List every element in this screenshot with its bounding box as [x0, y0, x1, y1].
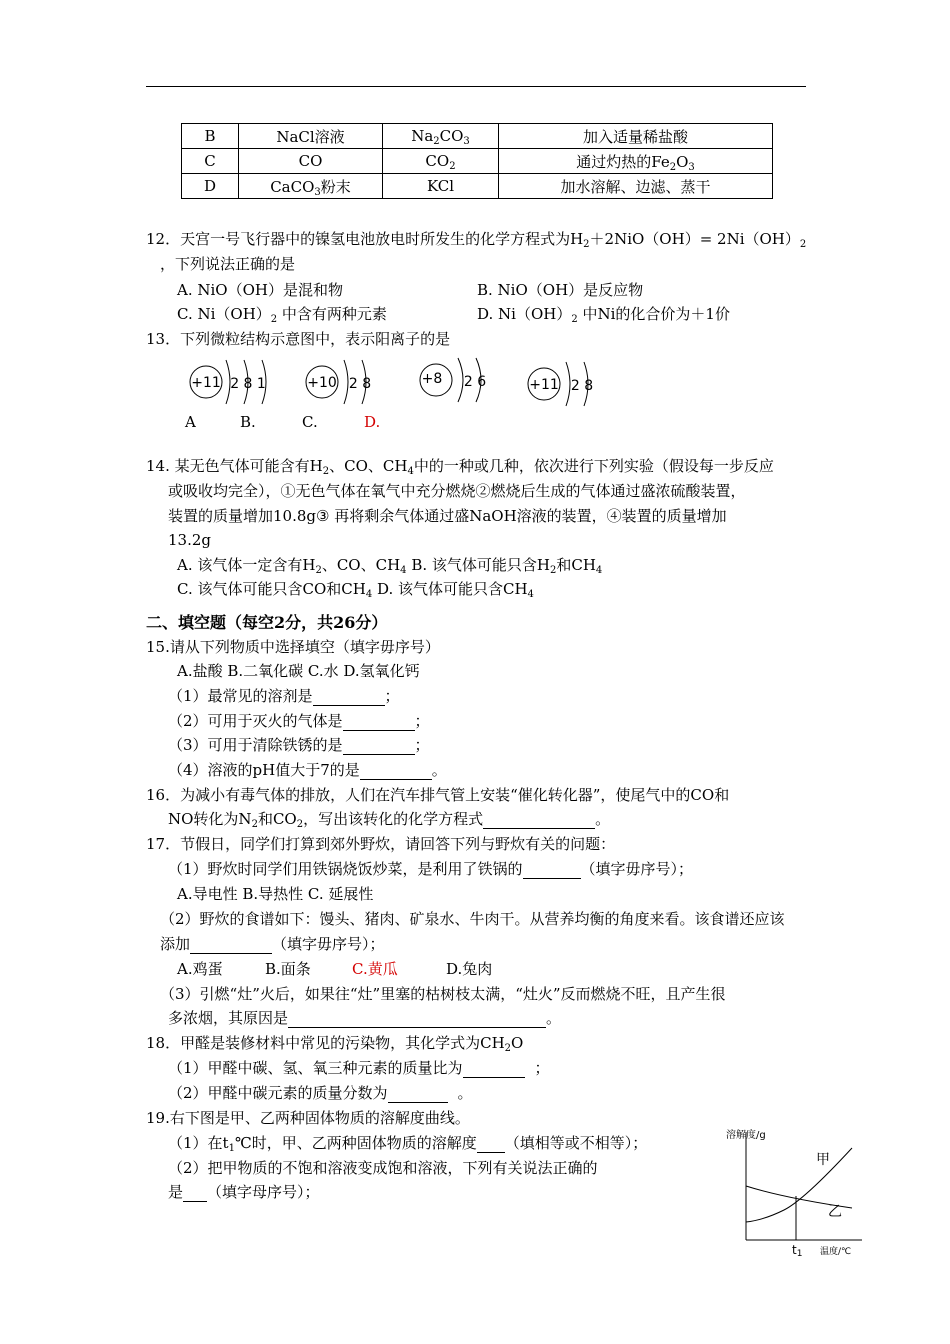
q15-stem: 15.请从下列物质中选择填空（填字毋序号） [146, 638, 440, 656]
atom-structure-diagrams [186, 352, 606, 412]
section-heading: 二、填空题（每空2分，共26分） [146, 613, 388, 632]
q12-option-b: B. NiO（OH）是反应物 [477, 281, 644, 299]
table-cell: 加水溶解、边滤、蒸干 [499, 174, 773, 199]
svg-text:2 8 1: 2 8 1 [230, 376, 266, 392]
q17-item-2-option-d: D.兔肉 [446, 960, 493, 978]
svg-text:+11: +11 [191, 375, 221, 391]
svg-text:2 8: 2 8 [570, 378, 594, 394]
label-jia: 甲 [816, 1152, 830, 1168]
svg-text:+10: +10 [307, 375, 337, 391]
table-cell: C [182, 149, 239, 174]
q12-option-d: D. $Ni(OH)_2$ 中Ni的化合价为＋1价 [477, 305, 730, 325]
table-row [182, 124, 773, 149]
q14-line3: 装置的质量增加10.8g③ 再将剩余气体通过盛NaOH溶液的装置，④装置的质量增加 [168, 507, 727, 525]
table-row [182, 174, 773, 199]
q17-item-1-options: A.导电性 B.导热性 C. 延展性 [177, 885, 374, 903]
table-cell: 加入适量稀盐酸 [499, 124, 773, 149]
table-cell: D [182, 174, 239, 199]
label-t1: t1 [792, 1243, 803, 1259]
table-cell: NaCl溶液 [239, 124, 383, 149]
label-yi: 乙 [828, 1204, 842, 1220]
q19-item-1: （1）在$t_1℃$时，甲、乙两种固体物质的溶解度 （填相等或不相等）； [168, 1134, 648, 1154]
q19-item-2-line1: （2）把甲物质的不饱和溶液变成饱和溶液，下列有关说法正确的 [168, 1159, 598, 1177]
table-cell: KCl [383, 174, 499, 199]
q16-line2: NO转化为$N_2$和$CO_2$，写出该转化的化学方程式 。 [168, 810, 611, 830]
q12-stem: 12．天宫一号飞行器中的镍氢电池放电时所发生的化学方程式为$H_2+2NiO(OH)= 2Ni(OH)_2$ [146, 230, 807, 250]
solubility-curve-graph [724, 1112, 874, 1262]
q15-item-2: （2）可用于灭火的气体是 ； [168, 712, 430, 730]
table-cell: CaCO$_3$粉末 [239, 174, 383, 199]
q12-option-a: A. NiO（OH）是混和物 [177, 281, 343, 299]
q13-label-a: A [185, 413, 196, 431]
q13-label-b: B. [240, 413, 256, 431]
table-cell: $Na_2CO_3$ [383, 124, 499, 149]
table-cell: B [182, 124, 239, 149]
q17-stem: 17．节假日，同学们打算到郊外野炊，请回答下列与野炊有关的问题： [146, 835, 616, 853]
q17-item-2-option-c: C.黄瓜 [352, 960, 398, 978]
x-axis-label: 温度/℃ [820, 1247, 852, 1257]
q17-item-1: （1）野炊时同学们用铁锅烧饭炒菜，是利用了铁锅的 （填字毋序号）； [168, 860, 694, 878]
table-row [182, 149, 773, 174]
table-cell: $CO_2$ [383, 149, 499, 174]
q12-option-c: C. $Ni(OH)_2$ 中含有两种元素 [177, 305, 387, 325]
q14-line4: 13.2g [168, 531, 212, 549]
table-cell: 通过灼热的$Fe_2O_3$ [499, 149, 773, 174]
q17-item-2-line2: 添加 （填字毋序号）； [160, 935, 385, 953]
q13-label-c: C. [302, 413, 318, 431]
q13-label-d: D. [364, 413, 381, 431]
q18-item-2: （2）甲醛中碳元素的质量分数为 。 [168, 1084, 473, 1102]
q18-item-1: （1）甲醛中碳、氢、氧三种元素的质量比为 ； [168, 1059, 550, 1077]
atom-diagram-a [190, 360, 266, 404]
svg-text:2 8: 2 8 [348, 376, 372, 392]
q14-options-cd: C. 该气体可能只含CO和$CH_4$ D. 该气体可能只含$CH_4$ [177, 580, 534, 600]
q16-line1: 16．为减小有毒气体的排放，人们在汽车排气管上安装“催化转化器”，使尾气中的CO和 [146, 786, 730, 804]
options-table [181, 123, 773, 199]
table-cell: CO [239, 149, 383, 174]
q17-item-2-option-a: A.鸡蛋 [177, 960, 223, 978]
atom-diagram-b [306, 360, 371, 404]
svg-text:2 6: 2 6 [463, 374, 487, 390]
q14-options-ab: A. 该气体一定含有$H_2$、CO、$CH_4$ B. 该气体可能只含$H_2$和$CH_4$ [177, 556, 603, 576]
header-rule [146, 86, 806, 87]
q13-stem: 13．下列微粒结构示意图中，表示阳离子的是 [146, 330, 451, 348]
q17-item-3-line2: 多浓烟，其原因是 。 [168, 1009, 562, 1027]
q15-options: A.盐酸 B.二氧化碳 C.水 D.氢氧化钙 [177, 662, 420, 680]
q15-item-4: （4）溶液的pH值大于7的是 。 [168, 761, 447, 779]
q14-line2: 或吸收均完全），①无色气体在氧气中充分燃烧②燃烧后生成的气体通过盛浓硫酸装置， [168, 482, 746, 500]
q15-item-3: （3）可用于清除铁锈的是 ； [168, 736, 430, 754]
atom-diagram-c [420, 358, 486, 402]
q18-stem: 18．甲醛是装修材料中常见的污染物，其化学式为$CH_2O$ [146, 1034, 524, 1054]
q19-stem: 19.右下图是甲、乙两种固体物质的溶解度曲线。 [146, 1109, 470, 1127]
atom-diagram-d [528, 362, 593, 406]
svg-text:+11: +11 [529, 377, 559, 393]
q19-item-2-line2: 是 （填字母序号）； [168, 1183, 320, 1201]
y-axis-label: 溶解度/g [726, 1130, 766, 1141]
q12-stem-line2: ，下列说法正确的是 [160, 255, 296, 273]
svg-text:+8: +8 [421, 371, 443, 387]
q15-item-1: （1）最常见的溶剂是 ； [168, 687, 400, 705]
q14-line1: 14. 某无色气体可能含有$H_2$、CO、$CH_4$中的一种或几种，依次进行下列实验（假设每一步反应 [146, 457, 774, 477]
q17-item-2-line1: （2）野炊的食谱如下：馒头、猪肉、矿泉水、牛肉干。从营养均衡的角度来看。该食谱还应该 [160, 910, 785, 928]
q17-item-2-option-b: B.面条 [265, 960, 311, 978]
q17-item-3-line1: （3）引燃“灶”火后，如果往“灶”里塞的枯树枝太满，“灶火”反而燃烧不旺，且产生很 [160, 985, 726, 1003]
